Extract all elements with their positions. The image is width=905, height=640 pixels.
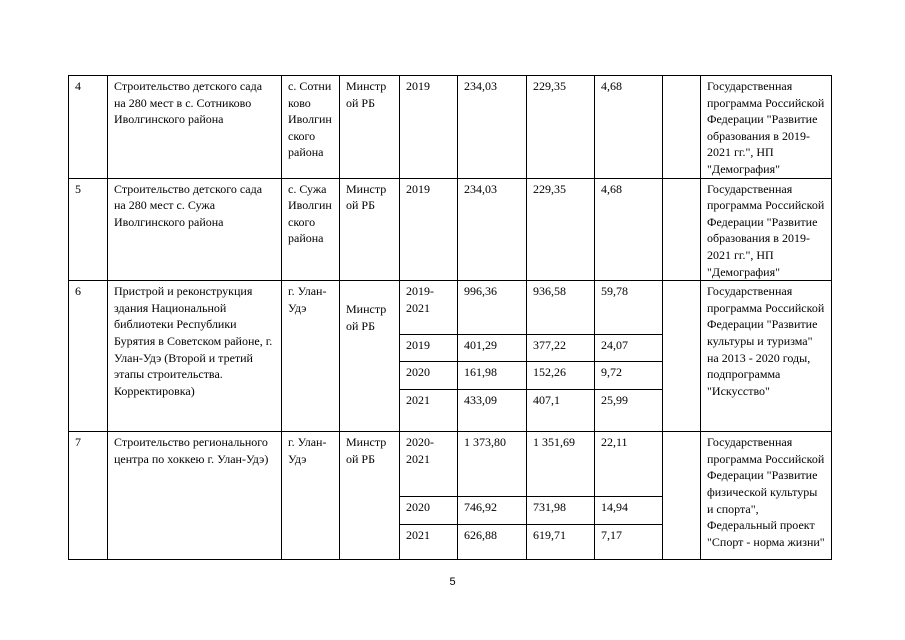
period-total: 433,09 [458,390,527,432]
period-year: 2019 [400,178,458,281]
table-row [69,281,832,335]
row-number: 7 [69,432,108,560]
period-regional: 7,17 [595,525,663,560]
project-customer: Минстр ой РБ [340,76,400,179]
period-total: 234,03 [458,76,527,179]
extra-cell [663,281,701,432]
row-number: 5 [69,178,108,281]
period-total: 996,36 [458,281,527,335]
period-total: 161,98 [458,362,527,390]
period-federal: 229,35 [527,76,595,179]
period-year: 2019 [400,76,458,179]
period-federal: 407,1 [527,390,595,432]
program-name: Государственная программа Российской Федерации "Развитие образования в 2019-2021 гг.", НП "Демография" [701,76,832,179]
table-row [69,76,832,179]
project-location: г. Улан-Удэ [282,432,340,560]
period-year: 2020 [400,362,458,390]
period-regional: 22,11 [595,432,663,497]
project-customer: Минстр ой РБ [340,432,400,560]
period-federal: 1 351,69 [527,432,595,497]
period-total: 401,29 [458,335,527,362]
project-location: с. Сужа Иволгин ского района [282,178,340,281]
program-name: Государственная программа Российской Федерации "Развитие образования в 2019-2021 гг.", НП "Демография" [701,178,832,281]
period-federal: 377,22 [527,335,595,362]
period-total: 626,88 [458,525,527,560]
program-name: Государственная программа Российской Федерации "Развитие культуры и туризма" на 2013 - 2020 годы, подпрограмма "Искусство" [701,281,832,432]
row-number: 6 [69,281,108,432]
period-year: 2019-2021 [400,281,458,335]
program-name: Государственная программа Российской Федерации "Развитие физической культуры и спорта", Федеральный проект "Спорт - норма жизни" [701,432,832,560]
period-regional: 9,72 [595,362,663,390]
period-total: 1 373,80 [458,432,527,497]
period-year: 2021 [400,390,458,432]
row-number: 4 [69,76,108,179]
project-location: г. Улан-Удэ [282,281,340,432]
period-federal: 152,26 [527,362,595,390]
period-total: 234,03 [458,178,527,281]
period-regional: 24,07 [595,335,663,362]
table-row [69,432,832,497]
project-name: Строительство детского сада на 280 мест с. Сужа Иволгинского района [108,178,282,281]
period-year: 2019 [400,335,458,362]
page-number: 5 [449,576,456,588]
project-customer: Минстр ой РБ [340,178,400,281]
project-name: Строительство детского сада на 280 мест в с. Сотниково Иволгинского района [108,76,282,179]
period-federal: 731,98 [527,497,595,525]
project-name: Строительство регионального центра по хоккею г. Улан-Удэ) [108,432,282,560]
project-customer: Минстр ой РБ [340,281,400,432]
project-location: с. Сотни ково Иволгин ского района [282,76,340,179]
extra-cell [663,76,701,179]
table-row [69,178,832,281]
project-name: Пристрой и реконструкция здания Национальной библиотеки Республики Бурятия в Советском районе, г. Улан-Удэ (Второй и третий этапы строительства. Корректировка) [108,281,282,432]
period-regional: 4,68 [595,178,663,281]
period-regional: 25,99 [595,390,663,432]
projects-table [68,75,832,560]
period-year: 2021 [400,525,458,560]
period-federal: 229,35 [527,178,595,281]
period-total: 746,92 [458,497,527,525]
extra-cell [663,432,701,560]
period-year: 2020 [400,497,458,525]
period-year: 2020-2021 [400,432,458,497]
period-regional: 14,94 [595,497,663,525]
period-regional: 59,78 [595,281,663,335]
period-regional: 4,68 [595,76,663,179]
period-federal: 619,71 [527,525,595,560]
period-federal: 936,58 [527,281,595,335]
extra-cell [663,178,701,281]
